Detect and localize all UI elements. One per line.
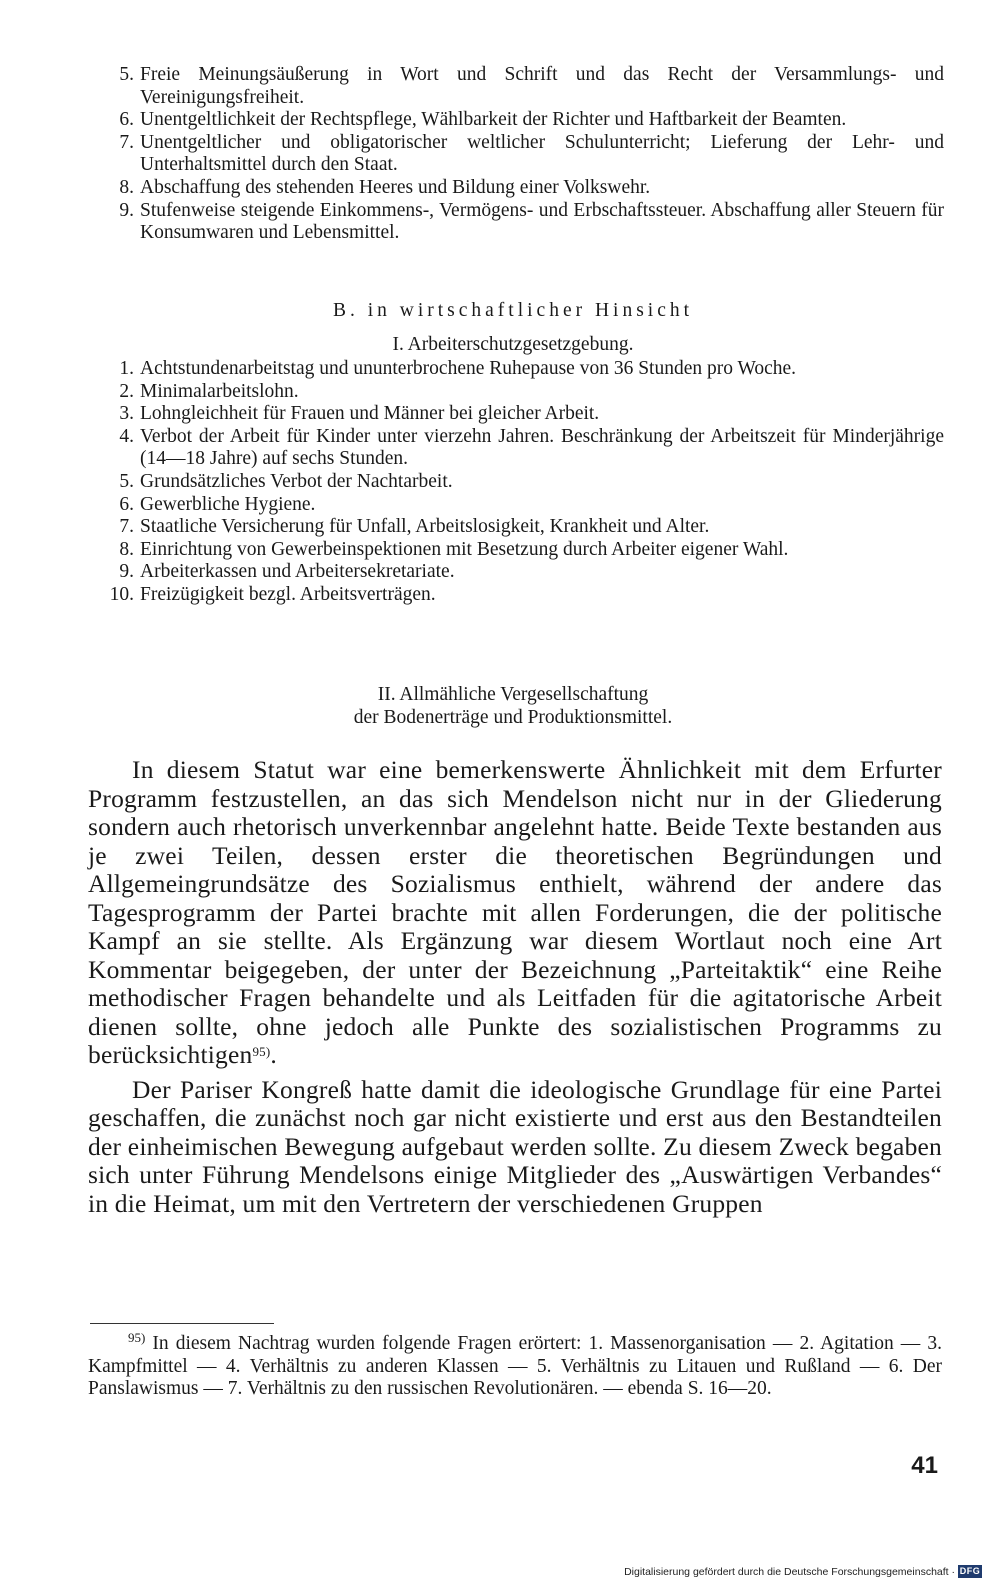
list-item-text: Unentgeltlichkeit der Rechtspflege, Wählbarkeit der Richter und Haftbarkeit der Beamten. bbox=[140, 109, 847, 131]
digitization-credit bbox=[624, 1565, 982, 1578]
list-item bbox=[82, 539, 944, 562]
list-item-text: Minimalarbeitslohn. bbox=[140, 380, 299, 402]
list-item-text: Unentgeltlicher und obligatorischer weltlicher Schulunterricht; Lieferung der Lehr- und Unterhaltsmittel durch den Staat. bbox=[140, 131, 944, 176]
paragraph bbox=[88, 756, 942, 1070]
list-item bbox=[82, 132, 944, 177]
list-item bbox=[82, 177, 944, 200]
paragraph bbox=[88, 1076, 942, 1219]
page-number: 41 bbox=[911, 1452, 938, 1479]
list-item-text: Einrichtung von Gewerbeinspektionen mit Besetzung durch Arbeiter eigener Wahl. bbox=[140, 538, 789, 560]
list-item bbox=[82, 494, 944, 517]
list-item-number: 9. bbox=[119, 561, 134, 583]
paragraph-text: In diesem Statut war eine bemerkenswerte Ähnlichkeit mit dem Erfurter Programm festzustellen, an das sich Mendelson nicht nur in der Gliederung sondern auch rhetorisch unverkennbar angelehnt hatte. Beide Texte bestanden aus je zwei Teilen, dessen erster die theoretischen Begründungen und Allgemeingrundsätze des Sozialismus enthielt, während der andere das Tagesprogramm der Partei brachte mit allen Forderungen, die der politische Kampf an sie stellte. Als Ergänzung war diesem Wortlaut noch eine Art Kommentar beigegeben, der unter der Bezeichnung „Parteitaktik“ eine Reihe methodischer Fragen behandelte und als Leitfaden für die agitatorische Arbeit dienen sollte, ohne jedoch alle Punkte des sozialistischen Programms zu berücksichtigen bbox=[88, 755, 942, 1069]
section-ii-heading-line: II. Allmähliche Vergesellschaftung bbox=[377, 684, 649, 705]
list-item-text: Abschaffung des stehenden Heeres und Bildung einer Volkswehr. bbox=[140, 176, 651, 198]
list-item-number: 1. bbox=[119, 358, 134, 379]
list-item-number: 9. bbox=[119, 199, 134, 221]
political-demands-list bbox=[82, 64, 944, 245]
list-item-text: Gewerbliche Hygiene. bbox=[140, 493, 316, 515]
list-item-text: Verbot der Arbeit für Kinder unter vierzehn Jahren. Beschränkung der Arbeitszeit für Minderjährige (14—18 Jahre) auf sechs Stunden. bbox=[140, 425, 944, 470]
list-item bbox=[82, 561, 944, 584]
list-item-text: Stufenweise steigende Einkommens-, Vermögens- und Erbschaftssteuer. Abschaffung aller Steuern für Konsumwaren und Lebensmittel. bbox=[140, 199, 944, 244]
list-item-text: Grundsätzliches Verbot der Nachtarbeit. bbox=[140, 470, 453, 492]
list-item-number: 7. bbox=[119, 131, 134, 153]
footnote-reference[interactable]: 95) bbox=[252, 1044, 271, 1059]
list-item bbox=[82, 584, 944, 607]
list-item-text: Arbeiterkassen und Arbeitersekretariate. bbox=[140, 561, 455, 583]
list-item-number: 2. bbox=[119, 380, 134, 402]
paragraph-end: . bbox=[270, 1040, 277, 1069]
list-item-number: 10. bbox=[109, 583, 134, 605]
list-item bbox=[82, 426, 944, 471]
list-item-text: Freie Meinungsäußerung in Wort und Schrift und das Recht der Versammlungs- und Vereinigungsfreiheit. bbox=[140, 64, 944, 108]
footnote-text: In diesem Nachtrag wurden folgende Fragen erörtert: 1. Massenorganisation — 2. Agitation — 3. Kampfmittel — 4. Verhältnis zu anderen Klassen — 5. Verhältnis zu Litauen und Rußland — 6. Der Panslawismus — 7. Verhältnis zu den russischen Revolutionären. — ebenda S. 16—20. bbox=[88, 1333, 942, 1400]
credit-text: Digitalisierung gefördert durch die Deutsche Forschungsgemeinschaft · bbox=[624, 1565, 955, 1578]
list-item-number: 3. bbox=[119, 403, 134, 425]
footnote-divider bbox=[90, 1323, 274, 1324]
labor-protection-list bbox=[82, 358, 944, 607]
list-item-number: 5. bbox=[119, 64, 134, 85]
list-item-text: Achtstundenarbeitstag und ununterbrochene Ruhepause von 36 Stunden pro Woche. bbox=[140, 358, 797, 379]
footnote-marker: 95) bbox=[128, 1330, 146, 1345]
section-ii-heading bbox=[82, 684, 944, 729]
footnote bbox=[88, 1330, 942, 1401]
section-ii-heading-line: der Bodenerträge und Produktionsmittel. bbox=[353, 706, 673, 728]
dfg-logo-icon: DFG bbox=[959, 1566, 981, 1576]
list-item-number: 6. bbox=[119, 493, 134, 515]
list-item-text: Freizügigkeit bezgl. Arbeitsverträgen. bbox=[140, 583, 436, 605]
list-item bbox=[82, 471, 944, 494]
list-item-text: Staatliche Versicherung für Unfall, Arbeitslosigkeit, Krankheit und Alter. bbox=[140, 516, 710, 538]
list-item-number: 8. bbox=[119, 538, 134, 560]
list-item-text: Lohngleichheit für Frauen und Männer bei gleicher Arbeit. bbox=[140, 403, 600, 425]
list-item-number: 4. bbox=[119, 425, 134, 447]
list-item-number: 5. bbox=[119, 470, 134, 492]
section-i-heading: I. Arbeiterschutzgesetzgebung. bbox=[392, 334, 634, 355]
list-item bbox=[82, 516, 944, 539]
list-item bbox=[82, 64, 944, 109]
list-item-number: 7. bbox=[119, 516, 134, 538]
list-item bbox=[82, 358, 944, 381]
list-item-number: 6. bbox=[119, 109, 134, 131]
section-b-heading: B. in wirtschaftlicher Hinsicht bbox=[332, 300, 694, 321]
footnote-paragraph bbox=[88, 1330, 942, 1401]
list-item bbox=[82, 109, 944, 132]
paragraph-text: Der Pariser Kongreß hatte damit die ideologische Grundlage für eine Partei geschaffen, die zunächst noch gar nicht existierte und erst aus den Bestandteilen der einheimischen Bewegung aufgebaut werden sollte. Zu diesem Zweck begaben sich unter Führung Mendelsons einige Mitglieder des „Auswärtigen Verbandes“ in die Heimat, um mit den Vertretern der verschiedenen Gruppen bbox=[88, 1074, 942, 1218]
list-item bbox=[82, 200, 944, 245]
list-item-number: 8. bbox=[119, 176, 134, 198]
body-text bbox=[88, 756, 942, 1218]
list-item bbox=[82, 403, 944, 426]
list-item bbox=[82, 381, 944, 404]
